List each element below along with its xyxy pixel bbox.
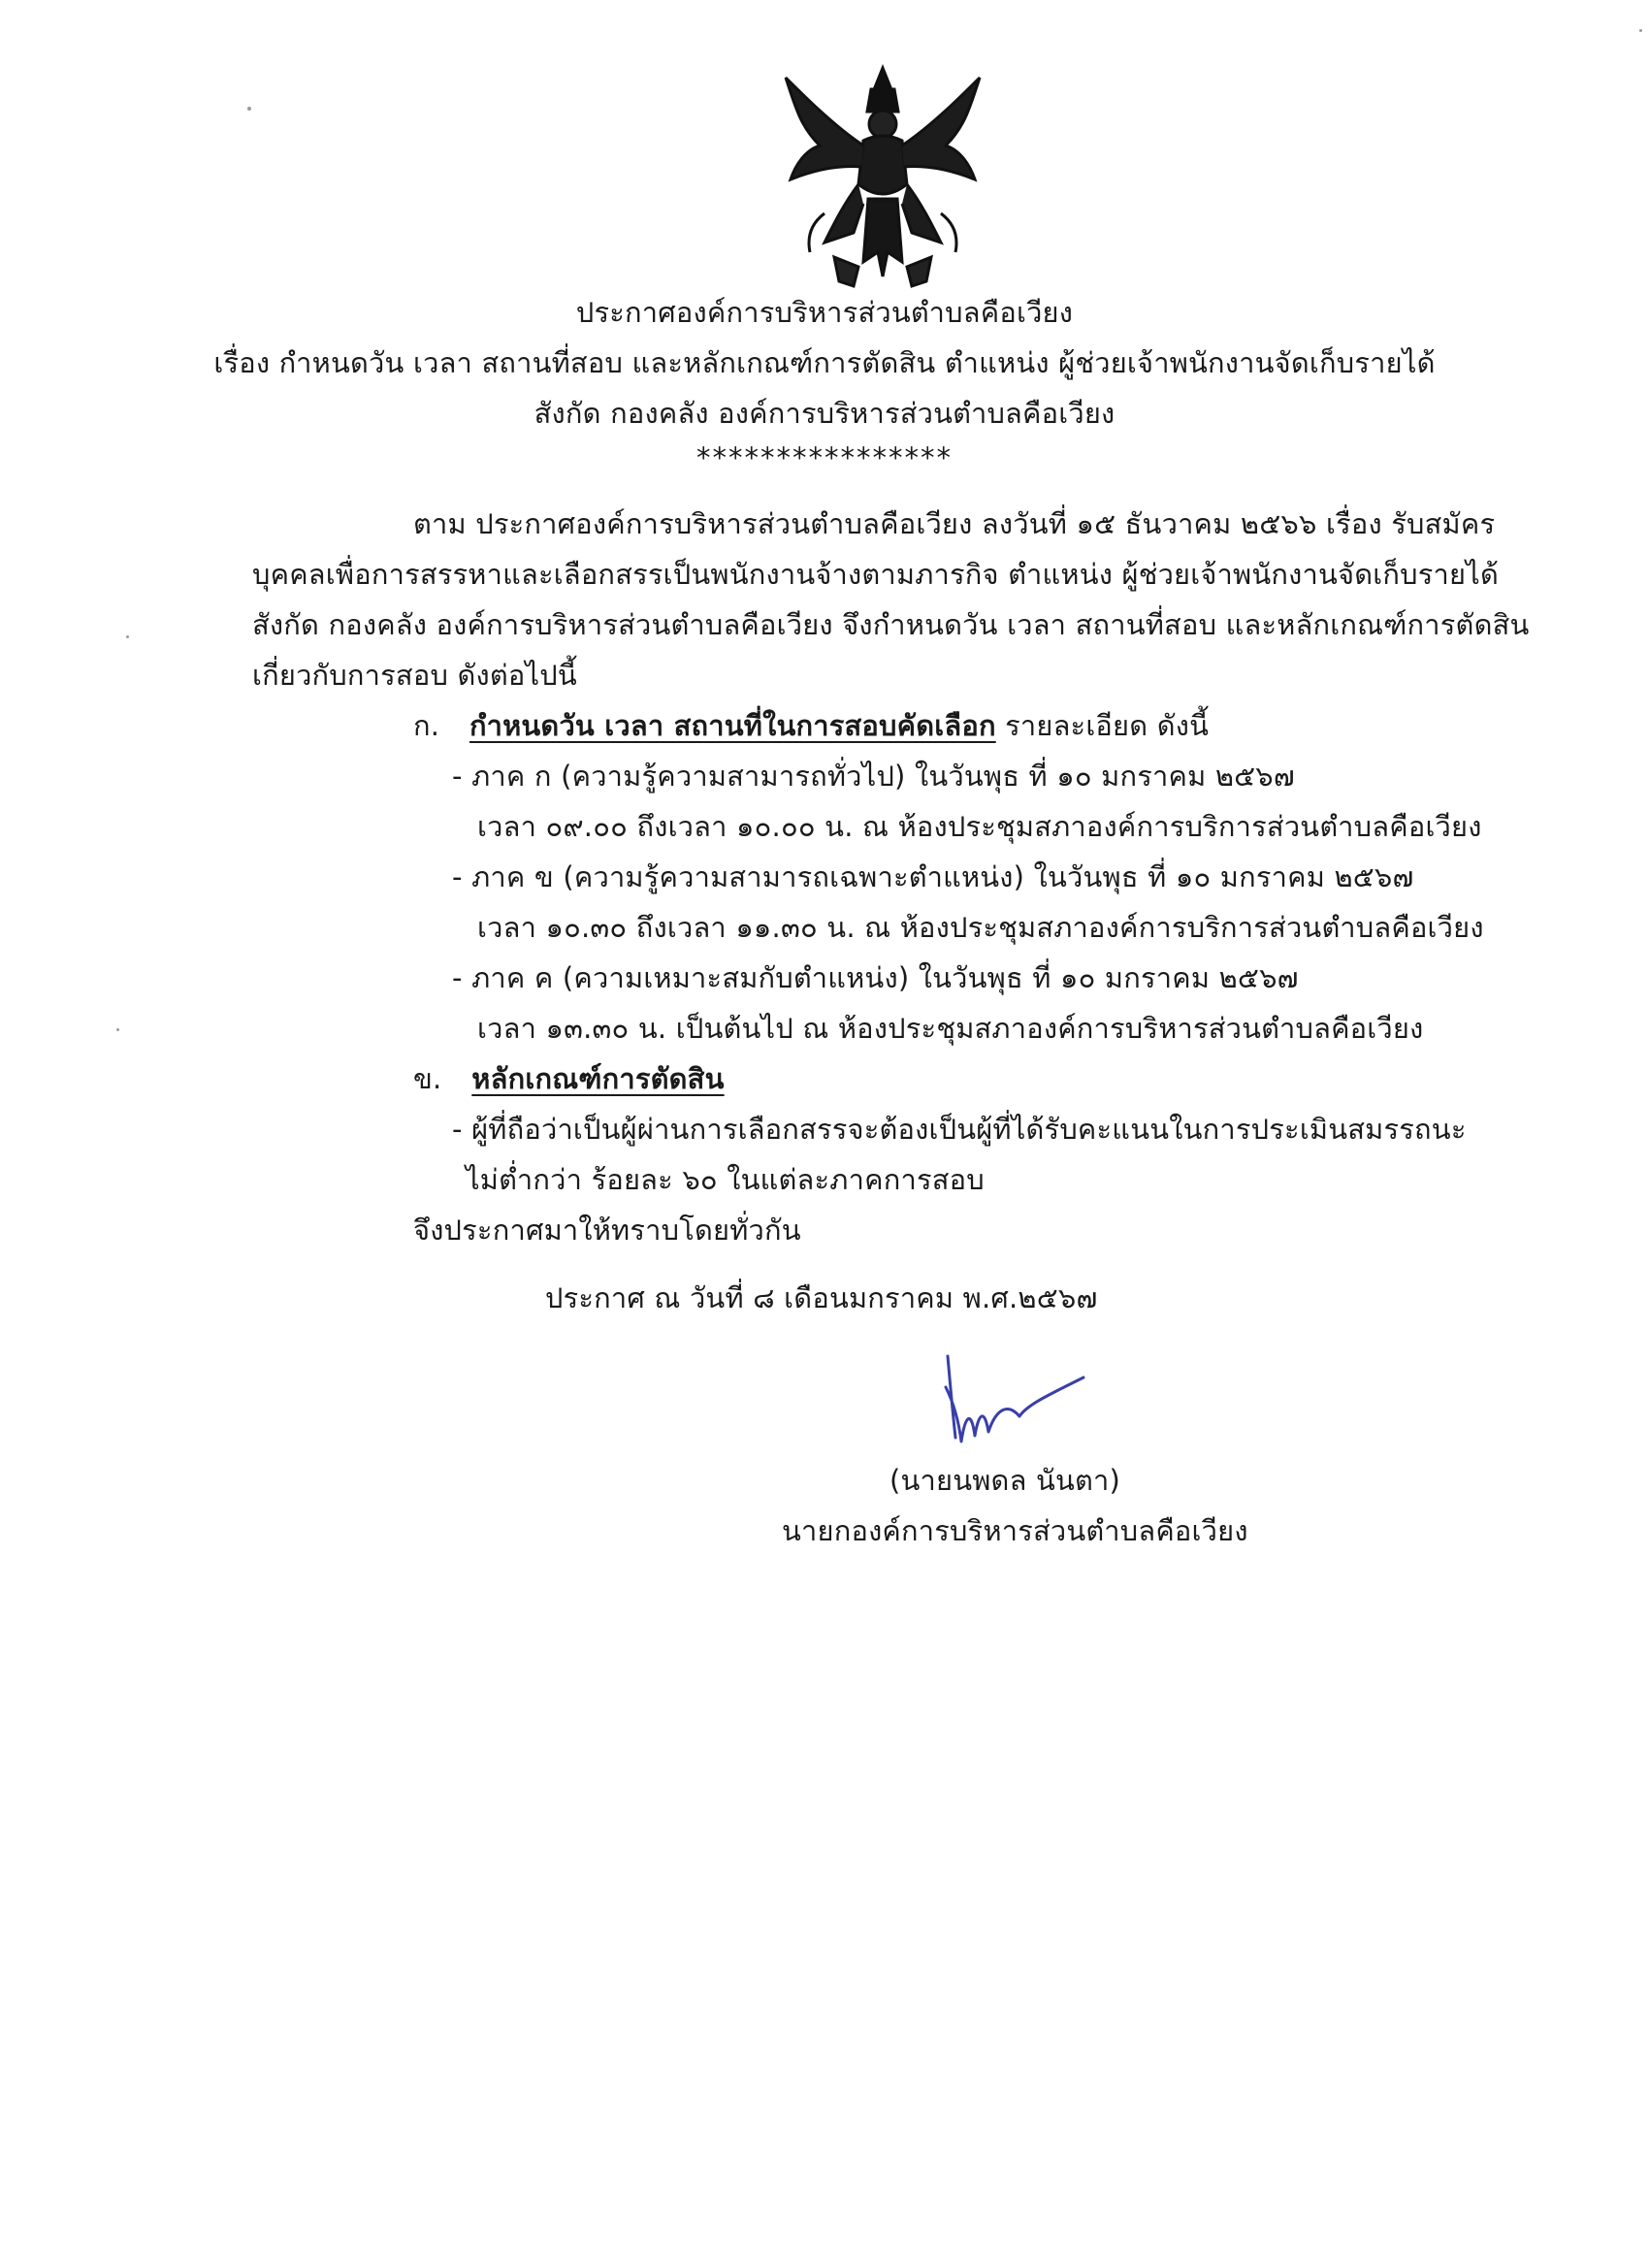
scan-speck (126, 635, 129, 638)
section-a-heading-row (413, 706, 1209, 745)
intro-line-3: สังกัด กองคลัง องค์การบริหารส่วนตำบลคือเวียง จึงกำหนดวัน เวลา สถานที่สอบ และหลักเกณฑ์การตัดสิน (252, 608, 1530, 641)
signatory-position: นายกองค์การบริหารส่วนตำบลคือเวียง (782, 1514, 1248, 1547)
announcement-affiliation: สังกัด กองคลัง องค์การบริหารส่วนตำบลคือเวียง (534, 397, 1116, 430)
section-b-heading-row (413, 1059, 725, 1098)
section-b-heading: หลักเกณฑ์การตัดสิน (471, 1062, 725, 1095)
scan-speck (116, 1028, 119, 1031)
separator-stars: **************** (696, 441, 953, 474)
intro-line-2: บุคคลเพื่อการสรรหาและเลือกสรรเป็นพนักงานจ้างตามภารกิจ ตำแหน่ง ผู้ช่วยเจ้าพนักงานจัดเก็บรายได้ (252, 558, 1499, 591)
intro-line-4: เกี่ยวกับการสอบ ดังต่อไปนี้ (252, 659, 577, 692)
exam-c-line-1: - ภาค ค (ความเหมาะสมกับตำแหน่ง) ในวันพุธ ที่ ๑๐ มกราคม ๒๕๖๗ (452, 961, 1299, 994)
section-b-marker: ข. (413, 1062, 442, 1095)
criteria-line-2: ไม่ต่ำกว่า ร้อยละ ๖๐ ในแต่ละภาคการสอบ (466, 1163, 985, 1196)
signature-image (926, 1348, 1091, 1455)
exam-c-line-2: เวลา ๑๓.๓๐ น. เป็นต้นไป ณ ห้องประชุมสภาองค์การบริหารส่วนตำบลคือเวียง (477, 1012, 1424, 1045)
scan-speck (1639, 29, 1642, 32)
announcement-subject: เรื่อง กำหนดวัน เวลา สถานที่สอบ และหลักเกณฑ์การตัดสิน ตำแหน่ง ผู้ช่วยเจ้าพนักงานจัดเก็บรายได้ (213, 346, 1436, 379)
announcement-title: ประกาศองค์การบริหารส่วนตำบลคือเวียง (575, 296, 1074, 329)
exam-a-line-1: - ภาค ก (ความรู้ความสามารถทั่วไป) ในวันพุธ ที่ ๑๐ มกราคม ๒๕๖๗ (452, 760, 1295, 793)
intro-line-1: ตาม ประกาศองค์การบริหารส่วนตำบลคือเวียง ลงวันที่ ๑๕ ธันวาคม ๒๕๖๖ เรื่อง รับสมัคร (413, 507, 1496, 540)
announce-date: ประกาศ ณ วันที่ ๘ เดือนมกราคม พ.ศ.๒๕๖๗ (545, 1281, 1098, 1314)
exam-a-line-2: เวลา ๐๙.๐๐ ถึงเวลา ๑๐.๐๐ น. ณ ห้องประชุมสภาองค์การบริการส่วนตำบลคือเวียง (477, 810, 1482, 843)
section-a-marker: ก. (413, 709, 440, 742)
section-a-heading-suffix: รายละเอียด ดังนี้ (995, 709, 1210, 742)
exam-b-line-1: - ภาค ข (ความรู้ความสามารถเฉพาะตำแหน่ง) ในวันพุธ ที่ ๑๐ มกราคม ๒๕๖๗ (452, 860, 1414, 893)
garuda-emblem-icon (766, 58, 999, 301)
criteria-line-1: - ผู้ที่ถือว่าเป็นผู้ผ่านการเลือกสรรจะต้องเป็นผู้ที่ได้รับคะแนนในการประเมินสมรรถนะ (452, 1113, 1467, 1146)
exam-b-line-2: เวลา ๑๐.๓๐ ถึงเวลา ๑๑.๓๐ น. ณ ห้องประชุมสภาองค์การบริการส่วนตำบลคือเวียง (477, 911, 1484, 944)
section-a-heading: กำหนดวัน เวลา สถานที่ในการสอบคัดเลือก (469, 709, 996, 742)
signatory-name: (นายนพดล นันตา) (889, 1464, 1121, 1497)
scan-speck (247, 107, 251, 111)
closing-text: จึงประกาศมาให้ทราบโดยทั่วกัน (413, 1214, 801, 1247)
